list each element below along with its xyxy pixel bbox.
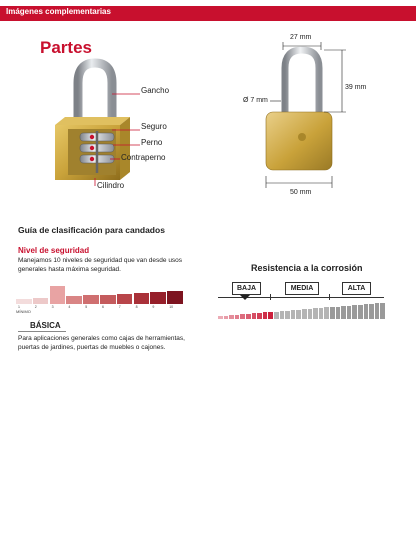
corrosion-bar xyxy=(358,305,363,319)
label-gancho: Gancho xyxy=(141,86,170,95)
corrosion-bar xyxy=(375,303,380,319)
security-level-bar xyxy=(117,294,133,304)
corrosion-bar xyxy=(308,309,313,319)
security-level-bar xyxy=(134,293,150,304)
security-level-tick-label: 1 xyxy=(18,305,20,309)
minimum-label: MÍNIMO xyxy=(16,309,31,314)
security-level-tick-label: 10 xyxy=(169,305,174,309)
corrosion-bar xyxy=(324,307,329,319)
corrosion-level-baja: BAJA xyxy=(232,282,261,295)
label-perno: Perno xyxy=(141,138,163,147)
corrosion-bar xyxy=(341,306,346,319)
security-level-bars xyxy=(16,284,184,304)
corrosion-bar xyxy=(285,311,290,319)
corrosion-title: Resistencia a la corrosión xyxy=(251,263,363,273)
corrosion-bar xyxy=(252,313,257,319)
security-level-heading: Nivel de seguridad xyxy=(18,246,90,255)
security-level-tick-label: 3 xyxy=(51,305,54,309)
corrosion-level-alta: ALTA xyxy=(342,282,371,295)
corrosion-bar xyxy=(274,312,279,320)
security-level-bar xyxy=(83,295,99,304)
corrosion-axis-tick xyxy=(270,294,271,300)
corrosion-bar xyxy=(347,306,352,319)
label-cilindro: Cilindro xyxy=(97,181,125,190)
security-level-bar xyxy=(100,295,116,305)
corrosion-bar xyxy=(380,303,385,319)
security-level-text: Manejamos 10 niveles de seguridad que van desde usos generales hasta máxima seguridad. xyxy=(18,257,183,273)
level-name-underline xyxy=(18,331,66,332)
corrosion-bar xyxy=(246,314,251,319)
corrosion-bar xyxy=(263,312,268,319)
security-level-tick-label: 4 xyxy=(68,305,71,309)
corrosion-bar xyxy=(224,316,229,319)
security-level-bar xyxy=(16,299,32,304)
corrosion-gradient-bars xyxy=(218,302,384,319)
corrosion-bar xyxy=(336,307,341,319)
corrosion-bar xyxy=(364,304,369,319)
corrosion-bar xyxy=(319,308,324,319)
corrosion-bar xyxy=(229,315,234,319)
parts-title: Partes xyxy=(40,38,92,57)
corrosion-bar xyxy=(268,312,273,319)
label-seguro: Seguro xyxy=(141,122,167,131)
level-description: Para aplicaciones generales como cajas de herramientas, puertas de jardines, puertas de muebles o cajones. xyxy=(18,335,185,351)
dim-body-width: 50 mm xyxy=(290,189,312,196)
corrosion-axis-tick xyxy=(329,294,330,300)
security-level-bar xyxy=(50,286,66,304)
security-level-bar xyxy=(150,292,166,304)
corrosion-level-media: MEDIA xyxy=(285,282,319,295)
security-level-tick-label: 7 xyxy=(118,305,121,309)
corrosion-bar xyxy=(296,310,301,319)
corrosion-bar xyxy=(235,315,240,319)
guide-title: Guía de clasificación para candados xyxy=(18,225,165,235)
corrosion-bar xyxy=(280,311,285,319)
corrosion-bar xyxy=(257,313,262,319)
security-level-tick-label: 5 xyxy=(85,305,88,309)
security-level-bar xyxy=(66,296,82,304)
corrosion-bar xyxy=(313,308,318,319)
corrosion-bar xyxy=(352,305,357,319)
security-level-bar xyxy=(167,291,183,304)
dim-top-width: 27 mm xyxy=(290,34,312,41)
dim-shackle-diameter: Ø 7 mm xyxy=(243,97,268,104)
corrosion-bar xyxy=(218,316,223,319)
corrosion-bar xyxy=(291,310,296,319)
corrosion-bar xyxy=(240,314,245,319)
security-level-tick-label: 2 xyxy=(34,305,37,309)
corrosion-bar xyxy=(369,304,374,319)
lock-dimensions-illustration xyxy=(240,40,380,200)
corrosion-bar xyxy=(302,309,307,319)
corrosion-indicator-arrow xyxy=(240,295,250,300)
security-level-tick-label: 9 xyxy=(152,305,155,309)
label-contraperno: Contraperno xyxy=(121,153,166,162)
security-level-tick-label: 6 xyxy=(102,305,104,309)
corrosion-bar xyxy=(330,307,335,319)
header-title: Imágenes complementarias xyxy=(6,7,111,16)
security-level-bar xyxy=(33,298,49,304)
security-level-ticks xyxy=(16,305,184,310)
dim-height: 39 mm xyxy=(345,84,367,91)
level-name: BÁSICA xyxy=(30,321,61,330)
security-level-tick-label: 8 xyxy=(135,305,138,309)
